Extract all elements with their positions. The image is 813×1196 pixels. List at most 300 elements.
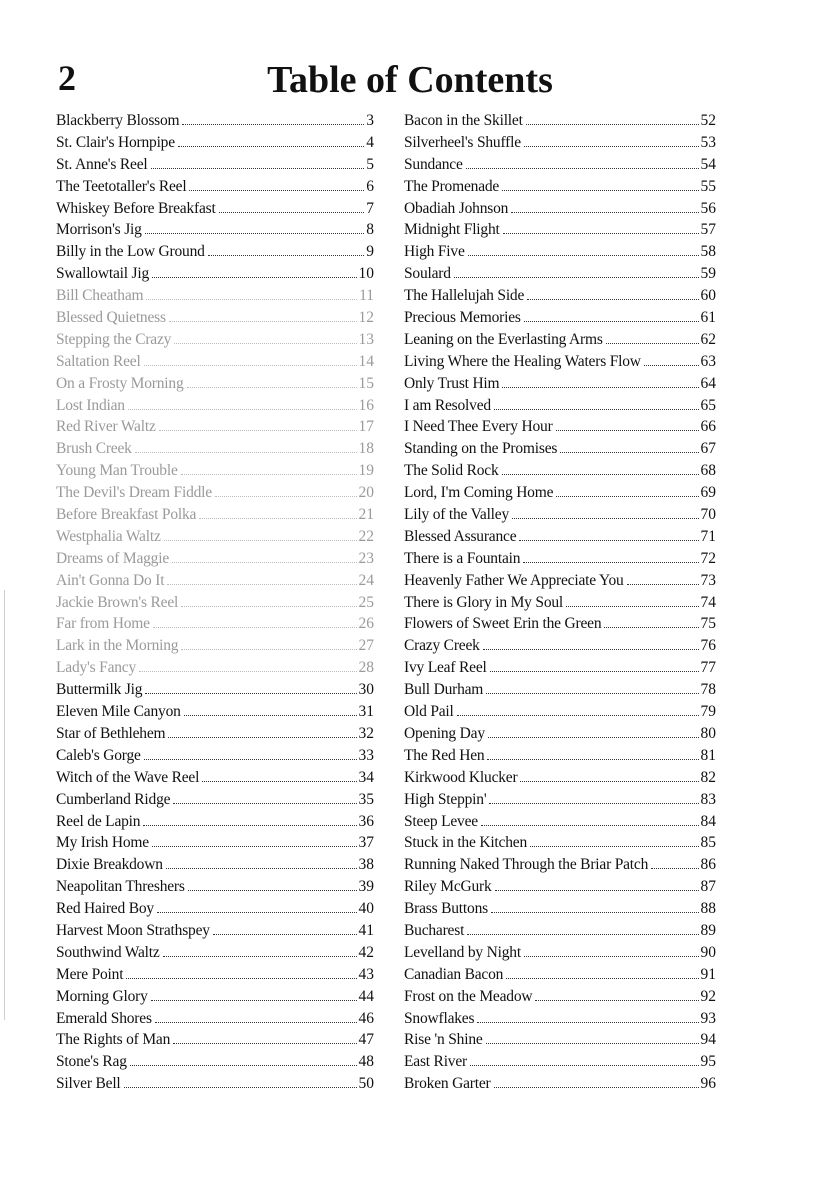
- toc-entry-page-number: 35: [358, 790, 374, 808]
- toc-entry-title: Blessed Assurance: [404, 527, 517, 545]
- toc-entry-page-number: 22: [358, 527, 374, 545]
- toc-entry: [56, 198, 374, 220]
- toc-entry-page-number: 76: [700, 637, 716, 655]
- toc-entry: [56, 1051, 374, 1073]
- toc-entry: [56, 854, 374, 876]
- dot-leader: [489, 803, 698, 804]
- dot-leader: [486, 693, 698, 694]
- toc-entry: [56, 241, 374, 263]
- toc-entry: [56, 1029, 374, 1051]
- dot-leader: [490, 671, 699, 672]
- toc-entry-page-number: 75: [700, 615, 716, 633]
- toc-entry: [404, 767, 716, 789]
- toc-entry-page-number: 18: [358, 440, 374, 458]
- toc-entry-page-number: 26: [358, 615, 374, 633]
- toc-entry: [404, 241, 716, 263]
- toc-entry-title: Lady's Fancy: [56, 659, 137, 677]
- toc-entry-page-number: 3: [366, 112, 374, 129]
- toc-entry-page-number: 41: [358, 921, 374, 939]
- dot-leader: [503, 233, 699, 234]
- dot-leader: [560, 452, 698, 453]
- dot-leader: [145, 233, 365, 234]
- toc-entry-page-number: 58: [700, 243, 716, 261]
- toc-entry-title: Cumberland Ridge: [56, 790, 171, 808]
- toc-entry-page-number: 79: [700, 703, 716, 721]
- toc-entry-page-number: 88: [700, 900, 716, 918]
- dot-leader: [208, 255, 365, 256]
- toc-entry: [56, 920, 374, 942]
- toc-entry-page-number: 84: [700, 812, 716, 830]
- toc-entry-title: Dreams of Maggie: [56, 549, 170, 567]
- toc-entry: [404, 110, 716, 132]
- toc-entry-page-number: 34: [358, 768, 374, 786]
- toc-entry-title: Bucharest: [404, 921, 465, 939]
- toc-entry: [404, 592, 716, 614]
- dot-leader: [454, 277, 699, 278]
- dot-leader: [556, 430, 699, 431]
- toc-entry-page-number: 92: [700, 987, 716, 1005]
- dot-leader: [143, 825, 356, 826]
- dot-leader: [178, 146, 364, 147]
- toc-entry-title: Precious Memories: [404, 309, 521, 327]
- toc-entry-page-number: 21: [358, 506, 374, 524]
- dot-leader: [157, 912, 357, 913]
- dot-leader: [151, 1000, 357, 1001]
- toc-entry-page-number: 85: [700, 834, 716, 852]
- dot-leader: [215, 496, 357, 497]
- toc-entry-page-number: 38: [358, 856, 374, 874]
- toc-entry: [56, 1008, 374, 1030]
- toc-entry-page-number: 9: [366, 243, 374, 261]
- toc-entry-title: Lost Indian: [56, 396, 125, 414]
- toc-entry-title: Jackie Brown's Reel: [56, 593, 179, 611]
- toc-entry-title: Blessed Quietness: [56, 309, 166, 327]
- toc-entry-page-number: 19: [358, 462, 374, 480]
- dot-leader: [168, 737, 356, 738]
- toc-entry-page-number: 80: [700, 724, 716, 742]
- toc-entry-title: My Irish Home: [56, 834, 149, 852]
- toc-entry: [404, 964, 716, 986]
- toc-entry: [56, 548, 374, 570]
- toc-entry-title: High Five: [404, 243, 465, 261]
- toc-entry-page-number: 55: [700, 177, 716, 195]
- toc-entry-title: Neapolitan Threshers: [56, 878, 185, 896]
- toc-entry: [404, 701, 716, 723]
- toc-entry-page-number: 91: [700, 965, 716, 983]
- dot-leader: [152, 277, 356, 278]
- dot-leader: [124, 1087, 357, 1088]
- toc-entry: [56, 526, 374, 548]
- toc-entry-title: Blackberry Blossom: [56, 112, 180, 129]
- dot-leader: [483, 649, 699, 650]
- toc-entry-page-number: 46: [358, 1009, 374, 1027]
- toc-entry: [404, 132, 716, 154]
- toc-entry-page-number: 42: [358, 943, 374, 961]
- toc-entry-title: Canadian Bacon: [404, 965, 504, 983]
- toc-entry-title: Kirkwood Klucker: [404, 768, 518, 786]
- toc-entry-title: There is a Fountain: [404, 549, 521, 567]
- toc-entry-page-number: 95: [700, 1053, 716, 1071]
- dot-leader: [511, 212, 698, 213]
- dot-leader: [556, 496, 698, 497]
- toc-entry-page-number: 54: [700, 155, 716, 173]
- dot-leader: [130, 1065, 357, 1066]
- toc-entry-title: I am Resolved: [404, 396, 491, 414]
- toc-entry-page-number: 73: [700, 571, 716, 589]
- toc-entry-page-number: 86: [700, 856, 716, 874]
- toc-entry-page-number: 67: [700, 440, 716, 458]
- toc-entry: [56, 789, 374, 811]
- toc-entry-title: Bacon in the Skillet: [404, 112, 523, 129]
- toc-entry-page-number: 74: [700, 593, 716, 611]
- toc-entry: [404, 176, 716, 198]
- toc-entry: [404, 1029, 716, 1051]
- toc-entry-page-number: 72: [700, 549, 716, 567]
- page-title: Table of Contents: [267, 59, 553, 101]
- toc-entry: [404, 986, 716, 1008]
- dot-leader: [524, 146, 699, 147]
- toc-entry: [404, 657, 716, 679]
- toc-entry-page-number: 94: [700, 1031, 716, 1049]
- toc-entry-title: Southwind Waltz: [56, 943, 160, 961]
- toc-entry-page-number: 25: [358, 593, 374, 611]
- dot-leader: [457, 715, 699, 716]
- toc-entry-page-number: 78: [700, 681, 716, 699]
- toc-entry-page-number: 17: [358, 418, 374, 436]
- toc-entry-title: Saltation Reel: [56, 352, 141, 370]
- toc-entry-page-number: 4: [366, 133, 374, 151]
- toc-entry-title: I Need Thee Every Hour: [404, 418, 553, 436]
- toc-entry: [56, 219, 374, 241]
- toc-entry-title: Billy in the Low Ground: [56, 243, 205, 261]
- dot-leader: [467, 934, 698, 935]
- dot-leader: [172, 562, 356, 563]
- toc-entry-title: Obadiah Johnson: [404, 199, 509, 217]
- toc-entry-title: Star of Bethlehem: [56, 724, 166, 742]
- toc-entry: [56, 438, 374, 460]
- toc-entry-page-number: 53: [700, 133, 716, 151]
- dot-leader: [495, 890, 699, 891]
- toc-entry-title: Stone's Rag: [56, 1053, 127, 1071]
- dot-leader: [181, 606, 356, 607]
- dot-leader: [181, 649, 356, 650]
- toc-entry: [404, 307, 716, 329]
- toc-entry-title: Ivy Leaf Reel: [404, 659, 487, 677]
- dot-leader: [144, 759, 357, 760]
- dot-leader: [151, 168, 365, 169]
- toc-entry: [404, 504, 716, 526]
- toc-entry-page-number: 7: [366, 199, 374, 217]
- toc-entry-title: Stuck in the Kitchen: [404, 834, 527, 852]
- toc-entry: [404, 679, 716, 701]
- toc-entry-title: Brass Buttons: [404, 900, 488, 918]
- dot-leader: [139, 671, 356, 672]
- toc-entry: [404, 745, 716, 767]
- dot-leader: [566, 606, 698, 607]
- toc-entry: [404, 460, 716, 482]
- toc-entry-title: Reel de Lapin: [56, 812, 141, 830]
- toc-entry: [404, 263, 716, 285]
- toc-entry: [404, 942, 716, 964]
- toc-entry: [404, 1051, 716, 1073]
- toc-entry-title: Red River Waltz: [56, 418, 156, 436]
- toc-entry-title: Midnight Flight: [404, 221, 500, 239]
- toc-entry: [404, 285, 716, 307]
- toc-entry-title: Red Haired Boy: [56, 900, 154, 918]
- dot-leader: [169, 321, 357, 322]
- toc-entry: [56, 964, 374, 986]
- toc-entry-title: Whiskey Before Breakfast: [56, 199, 216, 217]
- toc-left-column: [56, 110, 374, 1095]
- dot-leader: [512, 518, 698, 519]
- toc-entry-page-number: 23: [358, 549, 374, 567]
- toc-entry-page-number: 48: [358, 1053, 374, 1071]
- toc-entry: [56, 176, 374, 198]
- toc-entry-title: St. Clair's Hornpipe: [56, 133, 175, 151]
- toc-entry-page-number: 52: [700, 112, 716, 129]
- toc-entry: [56, 701, 374, 723]
- toc-entry-page-number: 10: [358, 265, 374, 283]
- toc-entry: [56, 329, 374, 351]
- toc-entry-title: Old Pail: [404, 703, 454, 721]
- toc-entry: [56, 482, 374, 504]
- toc-entry: [404, 219, 716, 241]
- toc-entry-page-number: 71: [700, 527, 716, 545]
- dot-leader: [470, 1065, 699, 1066]
- toc-entry-title: Westphalia Waltz: [56, 527, 161, 545]
- toc-entry-title: The Promenade: [404, 177, 500, 195]
- toc-entry-title: Sundance: [404, 155, 463, 173]
- toc-entry-title: Bill Cheatham: [56, 287, 144, 305]
- toc-entry-title: Morning Glory: [56, 987, 148, 1005]
- dot-leader: [494, 409, 699, 410]
- page-number: 2: [58, 58, 76, 98]
- toc-entry-page-number: 61: [700, 309, 716, 327]
- dot-leader: [651, 868, 698, 869]
- dot-leader: [173, 1043, 356, 1044]
- toc-entry: [56, 570, 374, 592]
- toc-entry: [404, 635, 716, 657]
- toc-entry: [404, 482, 716, 504]
- toc-entry-page-number: 15: [358, 374, 374, 392]
- toc-entry: [404, 613, 716, 635]
- dot-leader: [188, 890, 357, 891]
- dot-leader: [526, 124, 699, 125]
- toc-entry: [56, 351, 374, 373]
- toc-entry-title: Standing on the Promises: [404, 440, 558, 458]
- toc-entry-page-number: 89: [700, 921, 716, 939]
- toc-entry: [404, 854, 716, 876]
- dot-leader: [145, 693, 356, 694]
- toc-entry-page-number: 81: [700, 746, 716, 764]
- toc-entry-page-number: 70: [700, 506, 716, 524]
- toc-entry-page-number: 8: [366, 221, 374, 239]
- dot-leader: [502, 190, 698, 191]
- toc-entry: [56, 657, 374, 679]
- toc-entry-title: Buttermilk Jig: [56, 681, 143, 699]
- dot-leader: [213, 934, 357, 935]
- toc-entry-page-number: 56: [700, 199, 716, 217]
- toc-entry-page-number: 20: [358, 484, 374, 502]
- dot-leader: [184, 715, 357, 716]
- dot-leader: [488, 737, 699, 738]
- toc-entry-page-number: 68: [700, 462, 716, 480]
- toc-entry-page-number: 57: [700, 221, 716, 239]
- toc-entry-page-number: 77: [700, 659, 716, 677]
- toc-entry-page-number: 63: [700, 352, 716, 370]
- toc-entry: [404, 811, 716, 833]
- toc-entry-page-number: 12: [358, 309, 374, 327]
- toc-entry: [404, 1073, 716, 1095]
- toc-entry-title: East River: [404, 1053, 467, 1071]
- toc-entry: [404, 373, 716, 395]
- toc-entry: [404, 570, 716, 592]
- toc-entry: [404, 438, 716, 460]
- toc-entry-title: Leaning on the Everlasting Arms: [404, 330, 603, 348]
- dot-leader: [167, 584, 356, 585]
- dot-leader: [519, 540, 698, 541]
- toc-entry-page-number: 66: [700, 418, 716, 436]
- dot-leader: [481, 825, 699, 826]
- dot-leader: [502, 387, 698, 388]
- dot-leader: [527, 299, 698, 300]
- toc-entry-title: Stepping the Crazy: [56, 330, 172, 348]
- dot-leader: [163, 956, 357, 957]
- toc-entry: [56, 110, 374, 132]
- dot-leader: [164, 540, 357, 541]
- dot-leader: [144, 365, 357, 366]
- toc-entry-page-number: 37: [358, 834, 374, 852]
- dot-leader: [126, 978, 356, 979]
- toc-entry-title: High Steppin': [404, 790, 487, 808]
- toc-entry-title: Brush Creek: [56, 440, 132, 458]
- toc-entry-title: The Hallelujah Side: [404, 287, 525, 305]
- toc-entry-title: Running Naked Through the Briar Patch: [404, 856, 649, 874]
- toc-entry-title: Caleb's Gorge: [56, 746, 141, 764]
- toc-entry: [56, 395, 374, 417]
- toc-entry-title: Silverheel's Shuffle: [404, 133, 521, 151]
- dot-leader: [477, 1022, 698, 1023]
- toc-entry: [404, 876, 716, 898]
- toc-entry-page-number: 50: [358, 1075, 374, 1093]
- toc-entry-page-number: 83: [700, 790, 716, 808]
- toc-entry-title: Steep Levee: [404, 812, 478, 830]
- toc-entry: [56, 132, 374, 154]
- toc-entry: [56, 745, 374, 767]
- dot-leader: [187, 387, 357, 388]
- toc-entry: [56, 942, 374, 964]
- toc-entry: [56, 635, 374, 657]
- dot-leader: [487, 759, 698, 760]
- toc-entry-page-number: 27: [358, 637, 374, 655]
- dot-leader: [466, 168, 699, 169]
- dot-leader: [152, 846, 357, 847]
- dot-leader: [644, 365, 699, 366]
- dot-leader: [189, 190, 364, 191]
- dot-leader: [135, 452, 357, 453]
- binding-mark: [4, 590, 5, 1020]
- toc-entry-page-number: 32: [358, 724, 374, 742]
- dot-leader: [468, 255, 699, 256]
- toc-entry: [56, 1073, 374, 1095]
- toc-entry-title: Swallowtail Jig: [56, 265, 150, 283]
- toc-entry-page-number: 59: [700, 265, 716, 283]
- toc-entry-title: Lily of the Valley: [404, 506, 510, 524]
- toc-entry-page-number: 39: [358, 878, 374, 896]
- toc-entry-title: Only Trust Him: [404, 374, 500, 392]
- toc-entry-title: St. Anne's Reel: [56, 155, 148, 173]
- toc-entry-title: Lord, I'm Coming Home: [404, 484, 554, 502]
- toc-entry: [56, 613, 374, 635]
- toc-entry: [404, 832, 716, 854]
- toc-entry-title: Lark in the Morning: [56, 637, 179, 655]
- dot-leader: [146, 299, 357, 300]
- toc-entry-title: Harvest Moon Strathspey: [56, 921, 210, 939]
- toc-entry: [404, 920, 716, 942]
- toc-entry: [404, 1008, 716, 1030]
- toc-entry-title: Flowers of Sweet Erin the Green: [404, 615, 602, 633]
- dot-leader: [219, 212, 365, 213]
- toc-entry: [404, 395, 716, 417]
- dot-leader: [153, 627, 357, 628]
- toc-entry-title: Eleven Mile Canyon: [56, 703, 181, 721]
- toc-entry-title: Snowflakes: [404, 1009, 475, 1027]
- toc-entry: [404, 198, 716, 220]
- toc-entry-page-number: 65: [700, 396, 716, 414]
- toc-entry-title: Emerald Shores: [56, 1009, 152, 1027]
- toc-entry-title: The Devil's Dream Fiddle: [56, 484, 212, 502]
- dot-leader: [627, 584, 699, 585]
- toc-entry-page-number: 43: [358, 965, 374, 983]
- dot-leader: [182, 124, 364, 125]
- toc-entry: [404, 154, 716, 176]
- dot-leader: [181, 474, 357, 475]
- toc-entry-title: Opening Day: [404, 724, 485, 742]
- toc-entry: [404, 329, 716, 351]
- toc-entry-page-number: 11: [359, 287, 374, 305]
- toc-entry-page-number: 82: [700, 768, 716, 786]
- toc-entry: [56, 679, 374, 701]
- toc-entry-title: Riley McGurk: [404, 878, 492, 896]
- toc-entry-title: There is Glory in My Soul: [404, 593, 564, 611]
- toc-entry-page-number: 33: [358, 746, 374, 764]
- toc-entry: [56, 986, 374, 1008]
- toc-entry-title: Living Where the Healing Waters Flow: [404, 352, 641, 370]
- toc-entry: [56, 373, 374, 395]
- toc-entry-page-number: 40: [358, 900, 374, 918]
- toc-entry: [56, 460, 374, 482]
- toc-entry: [56, 285, 374, 307]
- toc-entry-page-number: 62: [700, 330, 716, 348]
- toc-entry-title: The Red Hen: [404, 746, 485, 764]
- toc-entry-title: Far from Home: [56, 615, 150, 633]
- toc-entry-page-number: 93: [700, 1009, 716, 1027]
- toc-entry: [404, 789, 716, 811]
- toc-entry-page-number: 44: [358, 987, 374, 1005]
- dot-leader: [202, 781, 356, 782]
- toc-entry: [56, 263, 374, 285]
- toc-entry-title: Bull Durham: [404, 681, 484, 699]
- toc-entry-title: The Teetotaller's Reel: [56, 177, 187, 195]
- toc-entry-page-number: 69: [700, 484, 716, 502]
- toc-entry: [56, 504, 374, 526]
- toc-entry-title: Witch of the Wave Reel: [56, 768, 200, 786]
- dot-leader: [535, 1000, 698, 1001]
- toc-entry-page-number: 60: [700, 287, 716, 305]
- dot-leader: [520, 781, 698, 782]
- toc-entry-title: Dixie Breakdown: [56, 856, 163, 874]
- toc-entry: [56, 811, 374, 833]
